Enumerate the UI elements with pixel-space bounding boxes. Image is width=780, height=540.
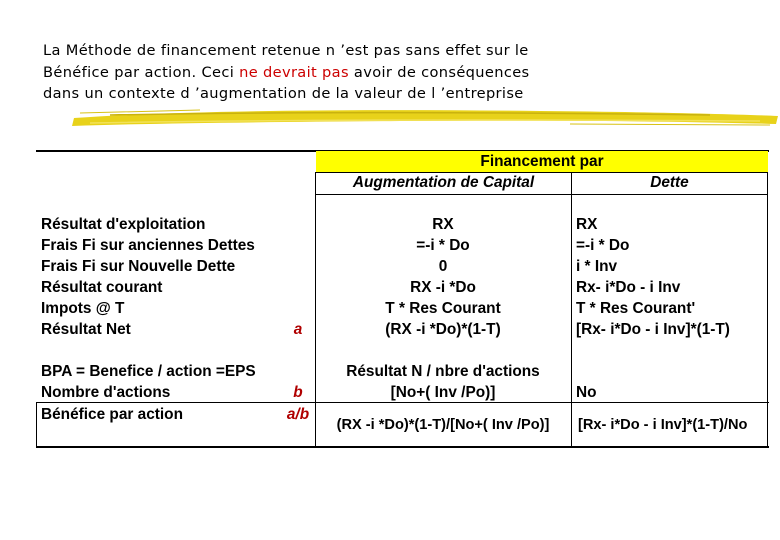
debt-cell: Rx- i*Do - i Inv — [576, 279, 681, 296]
equity-column-header: Augmentation de Capital — [352, 174, 535, 191]
variable-marker: a/b — [286, 406, 310, 423]
heading-line-3: dans un contexte d ’augmentation de la valeur de l ’entreprise — [43, 85, 524, 102]
eps-row-left-border — [36, 402, 37, 448]
equity-cell: RX — [432, 216, 454, 233]
equity-cell: =-i * Do — [416, 237, 470, 254]
debt-cell: No — [576, 384, 597, 401]
debt-cell: RX — [576, 216, 598, 233]
debt-cell: [Rx- i*Do - i Inv]*(1-T)/No — [578, 417, 748, 433]
row-label: Résultat courant — [41, 279, 163, 296]
row-label: Impots @ T — [41, 300, 125, 317]
equity-cell: RX -i *Do — [410, 279, 476, 296]
debt-cell: i * Inv — [576, 258, 618, 275]
row-label: Frais Fi sur Nouvelle Dette — [41, 258, 236, 275]
equity-cell: Résultat N / nbre d'actions — [346, 363, 540, 380]
heading-line-2-end: avoir de conséquences — [348, 63, 530, 81]
equity-cell: (RX -i *Do)*(1-T)/[No+( Inv /Po)] — [336, 417, 550, 433]
row-label: Résultat d'exploitation — [41, 216, 206, 233]
table-bottom-rule — [36, 446, 769, 448]
debt-column-header: Dette — [650, 174, 689, 191]
variable-marker: b — [293, 384, 303, 401]
equity-cell: (RX -i *Do)*(1-T) — [385, 321, 501, 338]
subheader-divider — [316, 194, 768, 195]
row-label: BPA = Benefice / action =EPS — [41, 363, 256, 380]
debt-cell: T * Res Courant' — [576, 300, 696, 317]
equity-cell: T * Res Courant — [385, 300, 501, 317]
debt-cell: [Rx- i*Do - i Inv]*(1-T) — [576, 321, 730, 338]
equity-cell: 0 — [438, 258, 448, 275]
financing-title: Financement par — [316, 151, 768, 172]
row-label: Frais Fi sur anciennes Dettes — [41, 237, 255, 254]
equity-cell: [No+( Inv /Po)] — [390, 384, 496, 401]
row-label: Bénéfice par action — [41, 406, 183, 423]
debt-cell: =-i * Do — [576, 237, 630, 254]
heading-line-1: La Méthode de financement retenue n ’est pas sans effet sur le — [43, 42, 529, 59]
row-label: Nombre d'actions — [41, 384, 171, 401]
variable-marker: a — [293, 321, 303, 338]
heading-line-2-start: Bénéfice par action. Ceci — [43, 63, 240, 81]
middle-column-border — [571, 172, 572, 448]
row-label: Résultat Net — [41, 321, 131, 338]
heading-highlight: ne devrait pas — [239, 63, 349, 81]
right-column-border — [767, 172, 768, 448]
